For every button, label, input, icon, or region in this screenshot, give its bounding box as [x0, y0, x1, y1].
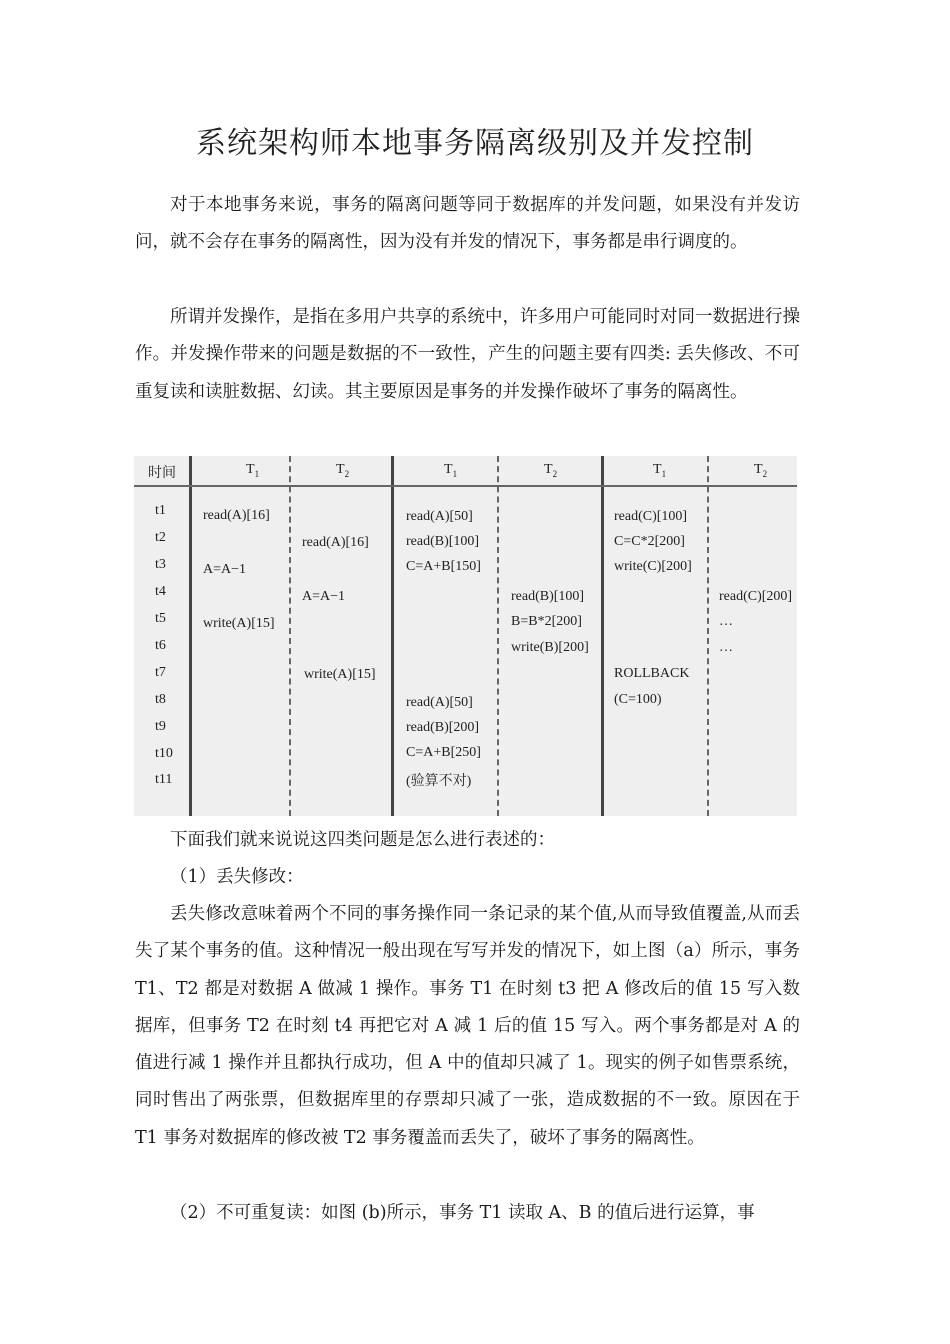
op-a-t1: write(A)[15]	[203, 616, 275, 631]
op-b-t1: read(A)[50]	[406, 509, 473, 524]
time-label: t8	[155, 692, 166, 707]
time-label: t2	[155, 530, 166, 545]
section-heading-lost-update: （1）丢失修改：	[170, 867, 304, 887]
column-divider	[601, 456, 604, 816]
op-c-t1: write(C)[200]	[614, 559, 692, 574]
header-b-t2: $T_2$	[544, 462, 558, 479]
time-label: t9	[155, 719, 166, 734]
header-c-t2: $T_2$	[754, 462, 768, 479]
time-label: t10	[155, 746, 173, 761]
op-a-t1: read(A)[16]	[203, 508, 270, 523]
column-divider	[189, 456, 192, 816]
op-a-t2: A=A−1	[302, 589, 346, 604]
op-b-t1: read(B)[100]	[406, 534, 480, 549]
time-label: t6	[155, 638, 166, 653]
header-time: 时间	[148, 466, 176, 481]
op-a-t2: write(A)[15]	[304, 667, 376, 682]
op-b-t1: (验算不对)	[406, 774, 472, 789]
op-c-t1: read(C)[100]	[614, 509, 688, 524]
op-b-t2: read(B)[100]	[511, 589, 585, 604]
header-c-t1: $T_1$	[653, 462, 667, 479]
paragraph-non-repeatable-read: （2）不可重复读：如图 (b)所示，事务 T1 读取 A、B 的值后进行运算，事	[170, 1203, 755, 1223]
time-label: t3	[155, 557, 166, 572]
time-label: t7	[155, 665, 166, 680]
transaction-schedule-figure	[134, 456, 797, 816]
op-b-t2: write(B)[200]	[511, 640, 589, 655]
op-c-t2: …	[719, 640, 733, 655]
op-b-t1: read(A)[50]	[406, 695, 473, 710]
paragraph-intro: 对于本地事务来说，事务的隔离问题等同于数据库的并发问题，如果没有并发访问，就不会存在事务的隔离性，因为没有并发的情况下，事务都是串行调度的。	[135, 195, 800, 253]
op-a-t1: A=A−1	[203, 562, 247, 577]
op-b-t1: C=A+B[250]	[406, 745, 481, 760]
header-a-t1: $T_1$	[246, 462, 260, 479]
document-title: 系统架构师本地事务隔离级别及并发控制	[196, 126, 754, 161]
op-c-t1: (C=100)	[614, 692, 662, 707]
time-label: t11	[155, 772, 173, 787]
op-a-t2: read(A)[16]	[302, 535, 369, 550]
op-c-t2: …	[719, 614, 733, 629]
time-label: t5	[155, 611, 166, 626]
header-b-t1: $T_1$	[444, 462, 458, 479]
header-divider	[134, 485, 797, 487]
paragraph-overview: 下面我们就来说说这四类问题是怎么进行表述的：	[170, 830, 555, 850]
op-c-t1: ROLLBACK	[614, 666, 690, 681]
op-c-t2: read(C)[200]	[719, 589, 793, 604]
column-divider	[497, 456, 499, 816]
op-b-t1: read(B)[200]	[406, 720, 480, 735]
time-label: t4	[155, 584, 166, 599]
paragraph-lost-update: 丢失修改意味着两个不同的事务操作同一条记录的某个值,从而导致值覆盖,从而丢失了某个事务的值。这种情况一般出现在写写并发的情况下，如上图（a）所示，事务 T1、T2 都是对数据 A 做减 1 操作。事务 T1 在时刻 t3 把 A 修改后的值 15 写入数据库，但事务 T2 在时刻 t4 再把它对 A 减 1 后的值 15 写入。两个事务都是对 A 的值进行减 1 操作并且都执行成功，但 A 中的值却只减了 1。现实的例子如售票系统，同时售出了两张票，但数据库里的存票却只减了一张，造成数据的不一致。原因在于 T1 事务对数据库的修改被 T2 事务覆盖而丢失了，破坏了事务的隔离性。	[135, 904, 800, 1148]
op-b-t1: C=A+B[150]	[406, 559, 481, 574]
op-c-t1: C=C*2[200]	[614, 534, 685, 549]
op-b-t2: B=B*2[200]	[511, 614, 582, 629]
paragraph-concurrency: 所谓并发操作，是指在多用户共享的系统中，许多用户可能同时对同一数据进行操作。并发操作带来的问题是数据的不一致性，产生的问题主要有四类: 丢失修改、不可重复读和读脏数据、幻读。其主要原因是事务的并发操作破坏了事务的隔离性。	[135, 307, 800, 402]
header-a-t2: $T_2$	[336, 462, 350, 479]
column-divider	[391, 456, 394, 816]
time-label: t1	[155, 503, 166, 518]
column-divider	[289, 456, 291, 816]
column-divider	[707, 456, 709, 816]
